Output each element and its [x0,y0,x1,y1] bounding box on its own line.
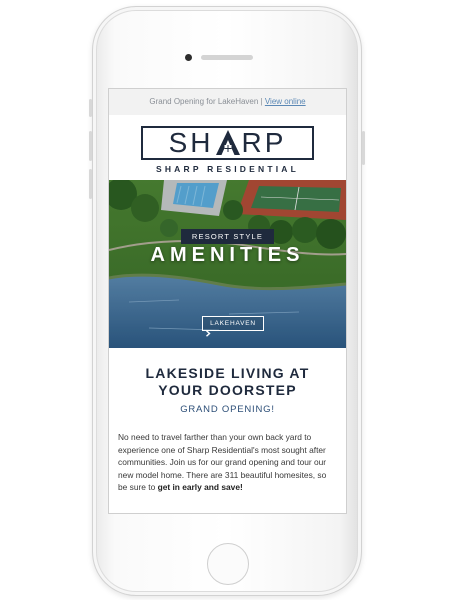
logo-area [109,115,346,180]
view-online-link[interactable]: View online [264,97,306,106]
email-body [109,115,346,513]
email-preheader [109,89,346,115]
earpiece-speaker [201,55,253,60]
headline-line-1: LAKESIDE LIVING AT [145,365,310,381]
lakehaven-button-label: LAKEHAVEN [210,320,256,327]
sharp-logo[interactable] [141,126,314,160]
body-emphasis: get in early and save! [157,482,243,493]
hero-banner[interactable] [109,180,346,348]
headline-line-2: YOUR DOORSTEP [158,382,297,398]
mute-switch [89,99,92,117]
chevron-right-icon [205,330,211,337]
lakehaven-button[interactable] [202,316,264,331]
power-button [362,131,365,165]
front-camera-icon [185,54,192,61]
phone-screen [108,88,347,514]
logo-subtitle: SHARP RESIDENTIAL [155,164,300,174]
hero-title: AMENITIES [150,244,305,266]
logo-word-left: SH [168,127,214,158]
grand-opening-subhead: GRAND OPENING! [180,404,275,415]
logo-word-right: RP [241,127,287,158]
headline [109,365,346,399]
hero-tag: RESORT STYLE [181,229,274,244]
volume-up-button [89,131,92,161]
volume-down-button [89,169,92,199]
preheader-text: Grand Opening for LakeHaven [149,97,259,106]
body-paragraph [118,431,337,494]
home-button[interactable] [207,543,249,585]
body-text: No need to travel farther than your own back yard to experience one of Sharp Residential's most sought after communities. Join us for our grand opening and tour our new model home. There are 311 beautiful homesites, so be sure to [118,432,327,493]
house-a-icon [215,128,241,156]
preheader-separator: | [258,97,265,106]
